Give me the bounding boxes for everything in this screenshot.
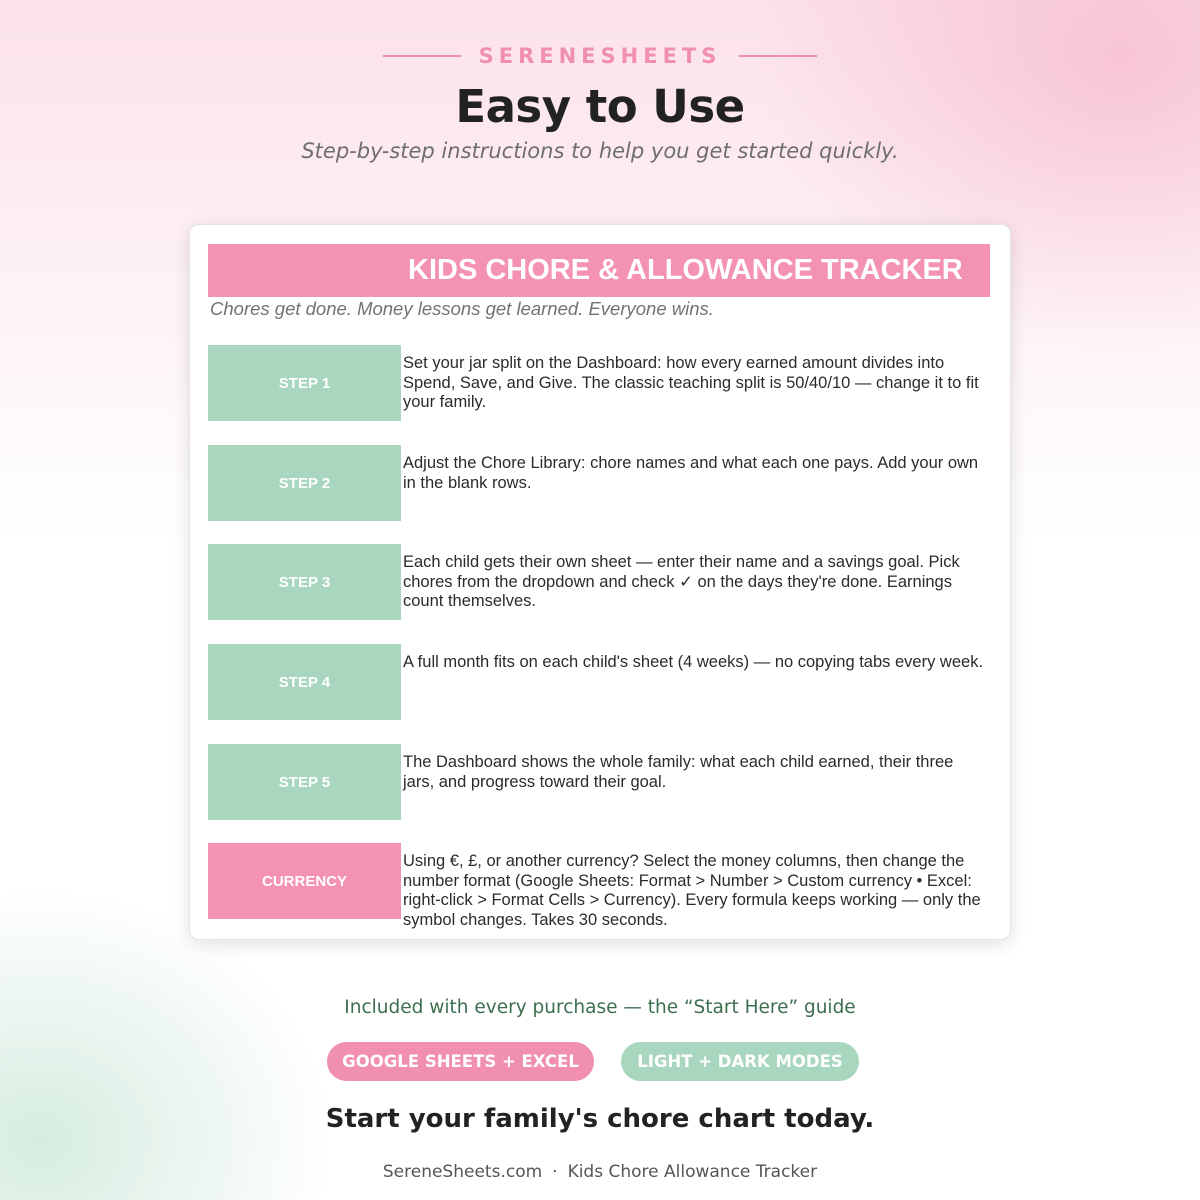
step-instruction: Each child gets their own sheet — enter their name and a savings goal. Pick chores from the dropdown and check ✓ on the days they're done. Earnings count themselves. xyxy=(403,553,960,611)
step-instruction: A full month fits on each child's sheet (4 weeks) — no copying tabs every week. xyxy=(403,653,984,671)
call-to-action: Start your family's chore chart today. xyxy=(325,1104,875,1134)
step-label: STEP 1 xyxy=(208,345,401,421)
footer-separator: · xyxy=(552,1162,558,1182)
tracker-title-bar xyxy=(208,244,990,297)
step-row-5 xyxy=(208,744,990,820)
tracker-title: KIDS CHORE & ALLOWANCE TRACKER xyxy=(408,254,963,286)
footer xyxy=(0,1162,1200,1182)
currency-instruction: Using €, £, or another currency? Select the money columns, then change the number format (Google Sheets: Format > Number > Custom currency • Excel: right-click > Format Cells > Currency). Every formula keeps working — only the symbol changes. Takes 30 seconds. xyxy=(403,852,981,930)
step-label: STEP 5 xyxy=(208,744,401,820)
included-note: Included with every purchase — the “Start Here” guide xyxy=(344,997,856,1018)
step-instruction: Adjust the Chore Library: chore names and what each one pays. Add your own in the blank rows. xyxy=(403,454,979,492)
platforms-badge: GOOGLE SHEETS + EXCEL xyxy=(327,1042,594,1081)
brand-divider-right xyxy=(739,55,817,57)
footer-site: SereneSheets.com xyxy=(382,1162,543,1182)
brand-name: SERENESHEETS xyxy=(478,44,722,68)
modes-badge: LIGHT + DARK MODES xyxy=(621,1042,859,1081)
step-row-2 xyxy=(208,445,990,521)
step-instruction: Set your jar split on the Dashboard: how every earned amount divides into Spend, Save, and Give. The classic teaching split is 50/40/10 — change it to fit your family. xyxy=(403,354,979,412)
brand-header xyxy=(0,44,1200,68)
step-label: STEP 4 xyxy=(208,644,401,720)
step-label: STEP 2 xyxy=(208,445,401,521)
tracker-tagline: Chores get done. Money lessons get learned. Everyone wins. xyxy=(210,298,714,319)
step-instruction: The Dashboard shows the whole family: what each child earned, their three jars, and progress toward their goal. xyxy=(403,753,954,791)
step-label: STEP 3 xyxy=(208,544,401,620)
step-row-4 xyxy=(208,644,990,720)
brand-divider-left xyxy=(383,55,461,57)
page-title: Easy to Use xyxy=(455,80,745,133)
page-subtitle: Step-by-step instructions to help you get started quickly. xyxy=(301,139,899,163)
step-row-3 xyxy=(208,544,990,620)
currency-row xyxy=(208,843,990,930)
currency-label: CURRENCY xyxy=(208,843,401,919)
footer-product: Kids Chore Allowance Tracker xyxy=(567,1162,818,1182)
step-row-1 xyxy=(208,345,990,421)
